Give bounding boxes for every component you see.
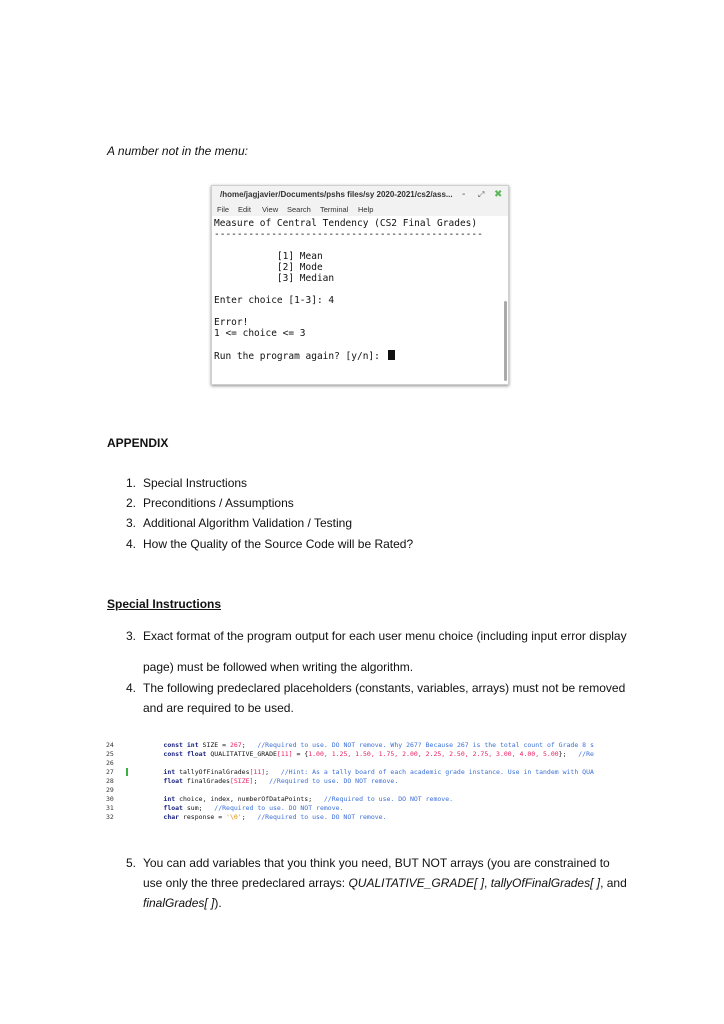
list-number: 2. bbox=[126, 496, 137, 510]
instruction-4-line2: and are required to be used. bbox=[143, 701, 294, 715]
terminal-line: 1 <= choice <= 3 bbox=[214, 328, 306, 339]
list-number: 1. bbox=[126, 476, 137, 490]
changed-line-marker bbox=[126, 768, 128, 776]
terminal-line: [2] Mode bbox=[214, 262, 323, 273]
list-number: 4. bbox=[126, 537, 137, 551]
code-line: 25 const float QUALITATIVE_GRADE[11] = {1.00, 1.25, 1.50, 1.75, 2.00, 2.25, 2.50, 2.75, 3.00, 4.00, 5.00}; //Re bbox=[106, 750, 594, 758]
appendix-item-preconditions: Preconditions / Assumptions bbox=[143, 496, 294, 510]
instruction-5-line3: finalGrades[ ]). bbox=[143, 896, 222, 910]
appendix-item-quality: How the Quality of the Source Code will be Rated? bbox=[143, 537, 414, 551]
code-line: 24 const int SIZE = 267; //Required to use. DO NOT remove. Why 267? Because 267 is the total count of Grade 8 s bbox=[106, 741, 594, 749]
terminal-prompt: Run the program again? [y/n]: bbox=[214, 351, 386, 362]
list-number: 3. bbox=[126, 516, 137, 530]
terminal-window bbox=[211, 185, 509, 385]
terminal-prompt-line bbox=[214, 350, 395, 362]
appendix-item-validation: Additional Algorithm Validation / Testing bbox=[143, 516, 353, 530]
code-line: 32 char response = '\0'; //Required to use. DO NOT remove. bbox=[106, 813, 387, 821]
menu-search[interactable]: Search bbox=[287, 205, 311, 214]
code-snippet bbox=[106, 739, 616, 829]
instruction-4-line1: The following predeclared placeholders (constants, variables, arrays) must not be removed bbox=[143, 681, 626, 695]
code-line: 28 float finalGrades[SIZE]; //Required to use. DO NOT remove. bbox=[106, 777, 399, 785]
appendix-item-special-instructions: Special Instructions bbox=[143, 476, 248, 490]
terminal-output[interactable] bbox=[214, 216, 498, 382]
list-number: 4. bbox=[126, 681, 137, 695]
terminal-title: /home/jagjavier/Documents/pshs files/sy 2020-2021/cs2/ass... bbox=[220, 190, 453, 199]
terminal-line: ----------------------------------------------- bbox=[214, 229, 483, 240]
menu-file[interactable]: File bbox=[217, 205, 230, 214]
terminal-line: Enter choice [1-3]: 4 bbox=[214, 295, 335, 306]
intro-text: A number not in the menu: bbox=[107, 144, 248, 158]
close-icon[interactable]: ✖ bbox=[494, 189, 503, 200]
terminal-menubar bbox=[212, 203, 508, 216]
appendix-heading: APPENDIX bbox=[107, 436, 169, 450]
menu-terminal[interactable]: Terminal bbox=[320, 205, 349, 214]
terminal-cursor bbox=[388, 350, 395, 360]
code-line: 30 int choice, index, numberOfDataPoints; //Required to use. DO NOT remove. bbox=[106, 795, 454, 803]
list-number: 3. bbox=[126, 629, 137, 643]
instruction-3-line2: page) must be followed when writing the algorithm. bbox=[143, 660, 414, 674]
terminal-line: [3] Median bbox=[214, 273, 335, 284]
menu-help[interactable]: Help bbox=[358, 205, 374, 214]
instruction-3-line1: Exact format of the program output for each user menu choice (including input error display bbox=[143, 629, 627, 643]
maximize-icon[interactable]: ⤢ bbox=[478, 190, 485, 199]
instruction-5-line2: use only the three predeclared arrays: QUALITATIVE_GRADE[ ], tallyOfFinalGrades[ ], and bbox=[143, 876, 627, 890]
terminal-line: [1] Mean bbox=[214, 251, 323, 262]
list-number: 5. bbox=[126, 856, 137, 870]
terminal-scrollbar[interactable] bbox=[504, 301, 507, 381]
code-line: 29 bbox=[106, 786, 114, 794]
instruction-5-line1: You can add variables that you think you need, BUT NOT arrays (you are constrained to bbox=[143, 856, 610, 870]
special-instructions-heading: Special Instructions bbox=[107, 597, 222, 611]
code-line: 26 bbox=[106, 759, 114, 767]
terminal-line: Error! bbox=[214, 317, 249, 328]
menu-view[interactable]: View bbox=[262, 205, 279, 214]
code-line: 31 float sum; //Required to use. DO NOT remove. bbox=[106, 804, 344, 812]
code-line: 27 int tallyOfFinalGrades[11]; //Hint: As a tally board of each academic grade instance. Use in tandem with QUA bbox=[106, 768, 594, 776]
menu-edit[interactable]: Edit bbox=[238, 205, 251, 214]
terminal-line: Measure of Central Tendency (CS2 Final Grades) bbox=[214, 218, 478, 229]
terminal-titlebar bbox=[212, 186, 508, 203]
minimize-icon[interactable]: - bbox=[462, 189, 466, 200]
